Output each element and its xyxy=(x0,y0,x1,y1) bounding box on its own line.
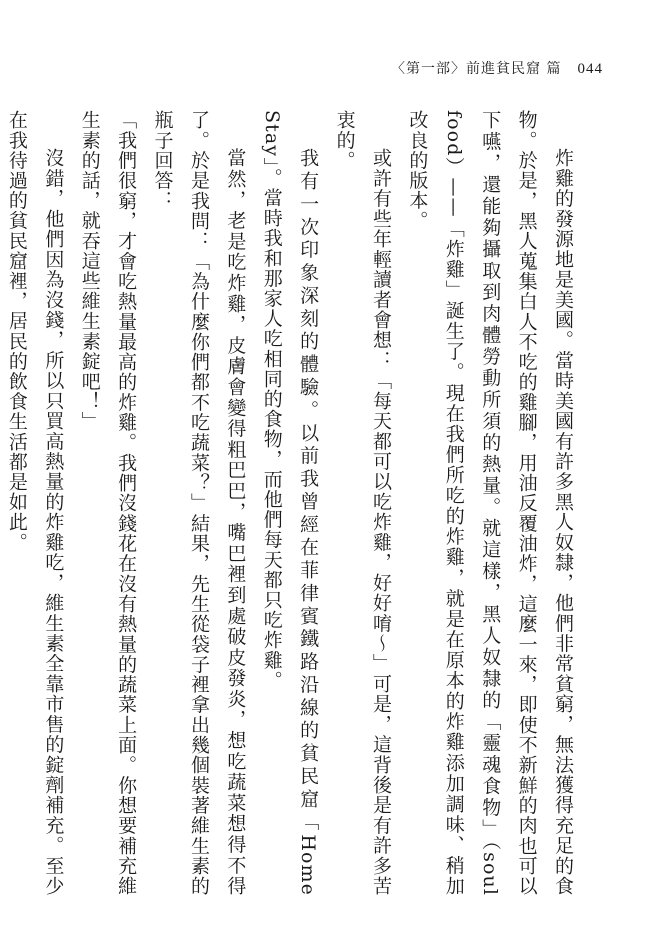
paragraph: 「我們很窮，才會吃熱量最高的炸雞。我們沒錢花在沒有熱量的蔬菜上面。你想要補充維生素的話，就吞這些維生素錠吧！」 xyxy=(78,110,138,896)
paragraph: 炸雞的發源地是美國。當時美國有許多黑人奴隸，他們非常貧窮，無法獲得充足的食物。於是，黑人蒐集白人不吃的雞腳，用油反覆油炸，這麼一來，即使不新鮮的肉也可以下嚥，還能夠攝取到肉體勞動所須的熱量。就這樣，黑人奴隸的「靈魂食物」（soul food）——「炸雞」誕生了。現在我們所吃的炸雞，就是在原本的炸雞添加調味、稍加改良的版本。 xyxy=(406,110,574,896)
page-number: 044 xyxy=(577,61,603,77)
paragraph: 我有一次印象深刻的體驗。以前我曾經在菲律賓鐵路沿線的貧民窟「Home Stay」。當時我和那家人吃相同的食物，而他們每天都只吃炸雞。 xyxy=(260,110,320,896)
section-title: 〈第一部〉前進貧民窟 篇 xyxy=(391,61,562,77)
body-text xyxy=(5,110,581,896)
paragraph: 沒錯，他們因為沒錢，所以只買高熱量的炸雞吃，維生素全靠市售的錠劑補充。至少在我待過的貧民窟裡，居民的飲食生活都是如此。 xyxy=(5,110,65,896)
paragraph: 或許有些年輕讀者會想：「每天都可以吃炸雞，好好唷～」可是，這背後是有許多苦衷的。 xyxy=(333,110,392,896)
paragraph: 當然，老是吃炸雞，皮膚會變得粗巴巴，嘴巴裡到處破皮發炎，想吃蔬菜想得不得了。於是我問：「為什麼你們都不吃蔬菜？」結果，先生從袋子裡拿出幾個裝著維生素的瓶子回答： xyxy=(151,110,247,896)
running-header xyxy=(391,58,603,78)
